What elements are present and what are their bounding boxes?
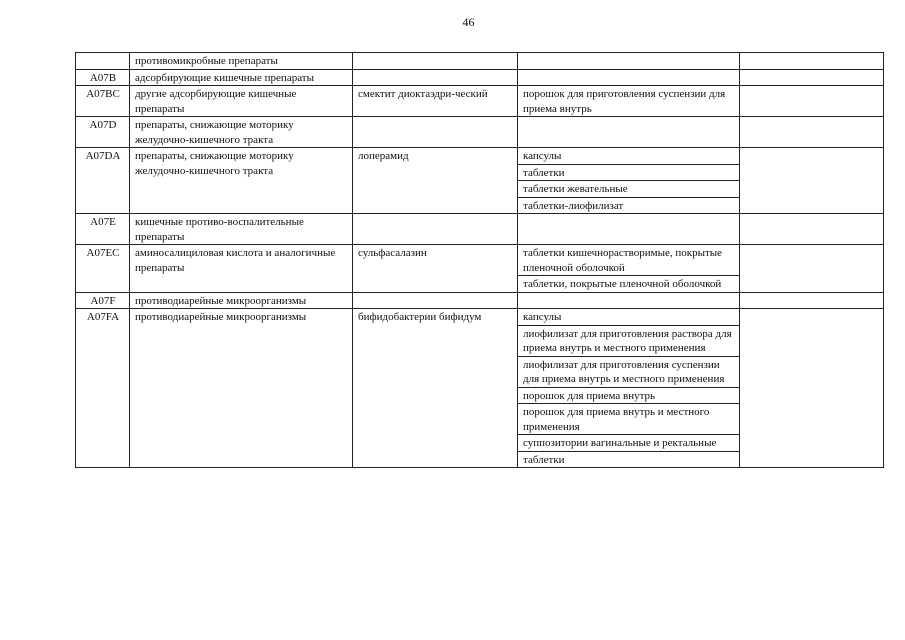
form-cell xyxy=(518,214,740,245)
form-cell: таблетки, покрытые пленочной оболочкой xyxy=(518,276,740,293)
substance-cell: бифидобактерии бифидум xyxy=(353,309,518,468)
form-cell xyxy=(518,53,740,70)
form-cell xyxy=(518,69,740,86)
substance-cell xyxy=(353,292,518,309)
form-cell: капсулы xyxy=(518,148,740,165)
table-row xyxy=(76,245,884,276)
extra-cell xyxy=(740,69,884,86)
table-row xyxy=(76,148,884,165)
form-cell: таблетки xyxy=(518,451,740,468)
group-cell: препараты, снижающие моторику желудочно-кишечного тракта xyxy=(130,148,353,214)
table-row xyxy=(76,309,884,326)
atc-code-cell: A07DA xyxy=(76,148,130,214)
table-row xyxy=(76,69,884,86)
form-cell: порошок для приема внутрь и местного применения xyxy=(518,404,740,435)
form-cell: порошок для приема внутрь xyxy=(518,387,740,404)
form-cell: таблетки кишечнорастворимые, покрытые пленочной оболочкой xyxy=(518,245,740,276)
atc-code-cell: A07BC xyxy=(76,86,130,117)
extra-cell xyxy=(740,214,884,245)
form-cell: таблетки xyxy=(518,164,740,181)
substance-cell: лоперамид xyxy=(353,148,518,214)
group-cell: препараты, снижающие моторику желудочно-кишечного тракта xyxy=(130,117,353,148)
group-cell: аминосалициловая кислота и аналогичные препараты xyxy=(130,245,353,293)
extra-cell xyxy=(740,86,884,117)
atc-code-cell: A07B xyxy=(76,69,130,86)
atc-code-cell: A07F xyxy=(76,292,130,309)
form-cell: лиофилизат для приготовления раствора для приема внутрь и местного применения xyxy=(518,325,740,356)
form-cell: капсулы xyxy=(518,309,740,326)
atc-code-cell: A07E xyxy=(76,214,130,245)
extra-cell xyxy=(740,53,884,70)
table-row xyxy=(76,53,884,70)
table-row xyxy=(76,292,884,309)
extra-cell xyxy=(740,309,884,468)
form-cell: таблетки жевательные xyxy=(518,181,740,198)
extra-cell xyxy=(740,148,884,214)
drug-table xyxy=(75,52,884,468)
table-row xyxy=(76,117,884,148)
form-cell: порошок для приготовления суспензии для приема внутрь xyxy=(518,86,740,117)
atc-code-cell: A07FA xyxy=(76,309,130,468)
substance-cell xyxy=(353,117,518,148)
atc-code-cell: A07D xyxy=(76,117,130,148)
group-cell: противодиарейные микроорганизмы xyxy=(130,292,353,309)
group-cell: противодиарейные микроорганизмы xyxy=(130,309,353,468)
extra-cell xyxy=(740,245,884,293)
substance-cell xyxy=(353,214,518,245)
atc-code-cell xyxy=(76,53,130,70)
form-cell xyxy=(518,117,740,148)
extra-cell xyxy=(740,292,884,309)
form-cell: лиофилизат для приготовления суспензии для приема внутрь и местного применения xyxy=(518,356,740,387)
table-row xyxy=(76,86,884,117)
form-cell: суппозитории вагинальные и ректальные xyxy=(518,435,740,452)
form-cell: таблетки-лиофилизат xyxy=(518,197,740,214)
substance-cell: смектит диоктаэдри-ческий xyxy=(353,86,518,117)
group-cell: противомикробные препараты xyxy=(130,53,353,70)
extra-cell xyxy=(740,117,884,148)
substance-cell xyxy=(353,53,518,70)
group-cell: кишечные противо-воспалительные препараты xyxy=(130,214,353,245)
substance-cell xyxy=(353,69,518,86)
form-cell xyxy=(518,292,740,309)
atc-code-cell: A07EC xyxy=(76,245,130,293)
group-cell: другие адсорбирующие кишечные препараты xyxy=(130,86,353,117)
substance-cell: сульфасалазин xyxy=(353,245,518,293)
group-cell: адсорбирующие кишечные препараты xyxy=(130,69,353,86)
table-row xyxy=(76,214,884,245)
page-number: 46 xyxy=(462,15,475,29)
